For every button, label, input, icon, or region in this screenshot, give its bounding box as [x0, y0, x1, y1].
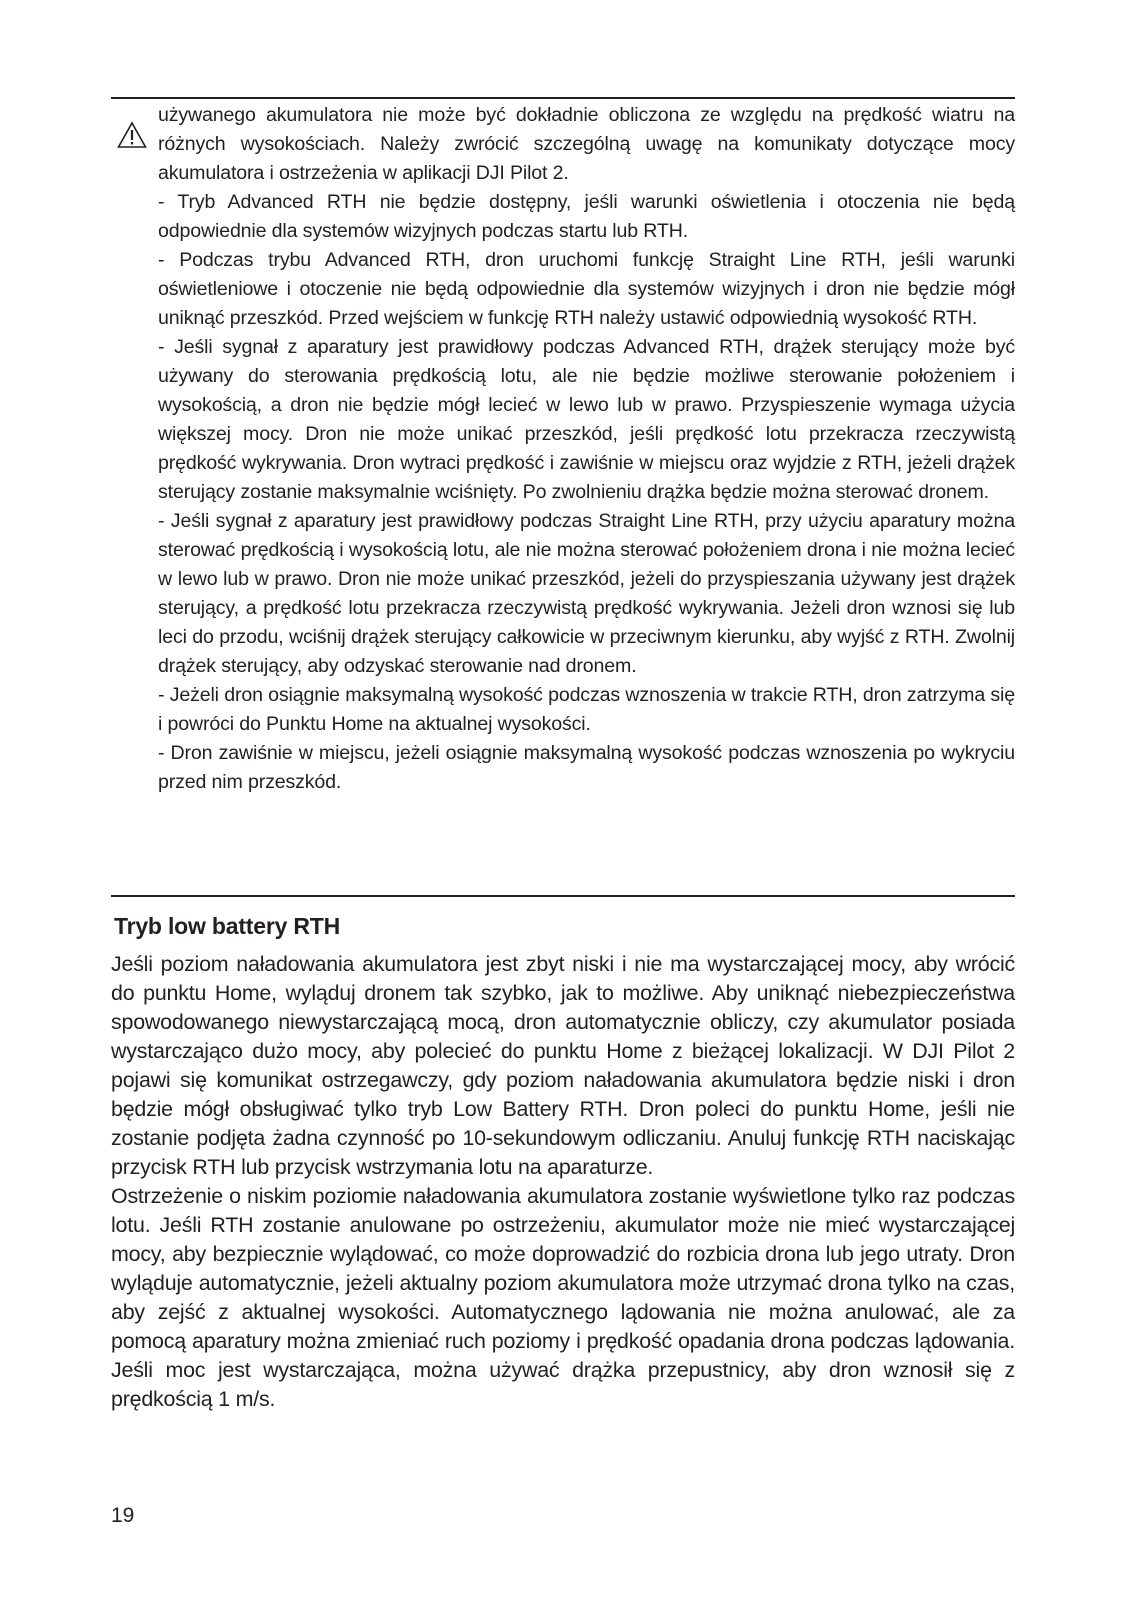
note-paragraph: używanego akumulatora nie może być dokładnie obliczona ze względu na prędkość wiatru na różnych wysokościach. Należy zwrócić szczególną uwagę na komunikaty dotyczące mocy akumulatora i ostrzeżenia w aplikacji DJI Pilot 2. [158, 104, 1015, 184]
note-paragraph: - Dron zawiśnie w miejscu, jeżeli osiągnie maksymalną wysokość podczas wznoszenia po wykryciu przed nim przeszkód. [158, 742, 1015, 793]
body-paragraph: Jeśli poziom naładowania akumulatora jest zbyt niski i nie ma wystarczającej mocy, aby wrócić do punktu Home, wyląduj dronem tak szybko, jak to możliwe. Aby uniknąć niebezpieczeństwa spowodowanego niewystarczającą mocą, dron automatycznie obliczy, czy akumulator posiada wystarczająco dużo mocy, aby polecieć do punktu Home z bieżącej lokalizacji. W DJI Pilot 2 pojawi się komunikat ostrzegawczy, gdy poziom naładowania akumulatora będzie niski i dron będzie mógł obsługiwać tylko tryb Low Battery RTH. Dron poleci do punktu Home, jeśli nie zostanie podjęta żadna czynność po 10-sekundowym odliczaniu. Anuluj funkcję RTH naciskając przycisk RTH lub przycisk wstrzymania lotu na aparaturze. [111, 952, 1015, 1179]
note-top-divider [111, 97, 1015, 99]
page-number: 19 [111, 1504, 135, 1527]
section-heading: Tryb low battery RTH [114, 913, 341, 939]
note-paragraph: - Jeżeli dron osiągnie maksymalną wysokość podczas wznoszenia w trakcie RTH, dron zatrzyma się i powróci do Punktu Home na aktualnej wysokości. [158, 684, 1015, 735]
warning-triangle-icon [117, 121, 147, 149]
note-paragraph: - Jeśli sygnał z aparatury jest prawidłowy podczas Advanced RTH, drążek sterujący może być używany do sterowania prędkością lotu, ale nie będzie możliwe sterowanie położeniem i wysokością, a dron nie będzie mógł lecieć w lewo lub w prawo. Przyspieszenie wymaga użycia większej mocy. Dron nie może unikać przeszkód, jeśli prędkość lotu przekracza rzeczywistą prędkość wykrywania. Dron wytraci prędkość i zawiśnie w miejscu oraz wyjdzie z RTH, jeżeli drążek sterujący zostanie maksymalnie wciśnięty. Po zwolnieniu drążka będzie można sterować dronem. [158, 336, 1015, 503]
note-paragraph: - Tryb Advanced RTH nie będzie dostępny, jeśli warunki oświetlenia i otoczenia nie będą odpowiednie dla systemów wizyjnych podczas startu lub RTH. [158, 191, 1015, 242]
note-paragraph: - Podczas trybu Advanced RTH, dron uruchomi funkcję Straight Line RTH, jeśli warunki oświetleniowe i otoczenie nie będą odpowiednie dla systemów wizyjnych i dron nie będzie mógł uniknąć przeszkód. Przed wejściem w funkcję RTH należy ustawić odpowiednią wysokość RTH. [158, 249, 1015, 329]
note-bottom-divider [111, 895, 1015, 897]
note-paragraph: - Jeśli sygnał z aparatury jest prawidłowy podczas Straight Line RTH, przy użyciu aparatury można sterować prędkością i wysokością lotu, ale nie można sterować położeniem drona i nie można lecieć w lewo lub w prawo. Dron nie może unikać przeszkód, jeżeli do przyspieszania używany jest drążek sterujący, a prędkość lotu przekracza rzeczywistą prędkość wykrywania. Jeżeli dron wznosi się lub leci do przodu, wciśnij drążek sterujący całkowicie w przeciwnym kierunku, aby wyjść z RTH. Zwolnij drążek sterujący, aby odzyskać sterowanie nad dronem. [158, 510, 1015, 677]
body-paragraph: Ostrzeżenie o niskim poziomie naładowania akumulatora zostanie wyświetlone tylko raz podczas lotu. Jeśli RTH zostanie anulowane po ostrzeżeniu, akumulator może nie mieć wystarczającej mocy, aby bezpiecznie wylądować, co może doprowadzić do rozbicia drona lub jego utraty. Dron wyląduje automatycznie, jeżeli aktualny poziom akumulatora może utrzymać drona tylko na czas, aby zejść z aktualnej wysokości. Automatycznego lądowania nie można anulować, ale za pomocą aparatury można zmieniać ruch poziomy i prędkość opadania drona podczas lądowania. Jeśli moc jest wystarczająca, można używać drążka przepustnicy, aby dron wznosił się z prędkością 1 m/s. [111, 1184, 1015, 1411]
section-body [111, 950, 1015, 1414]
warning-note [158, 101, 1015, 797]
